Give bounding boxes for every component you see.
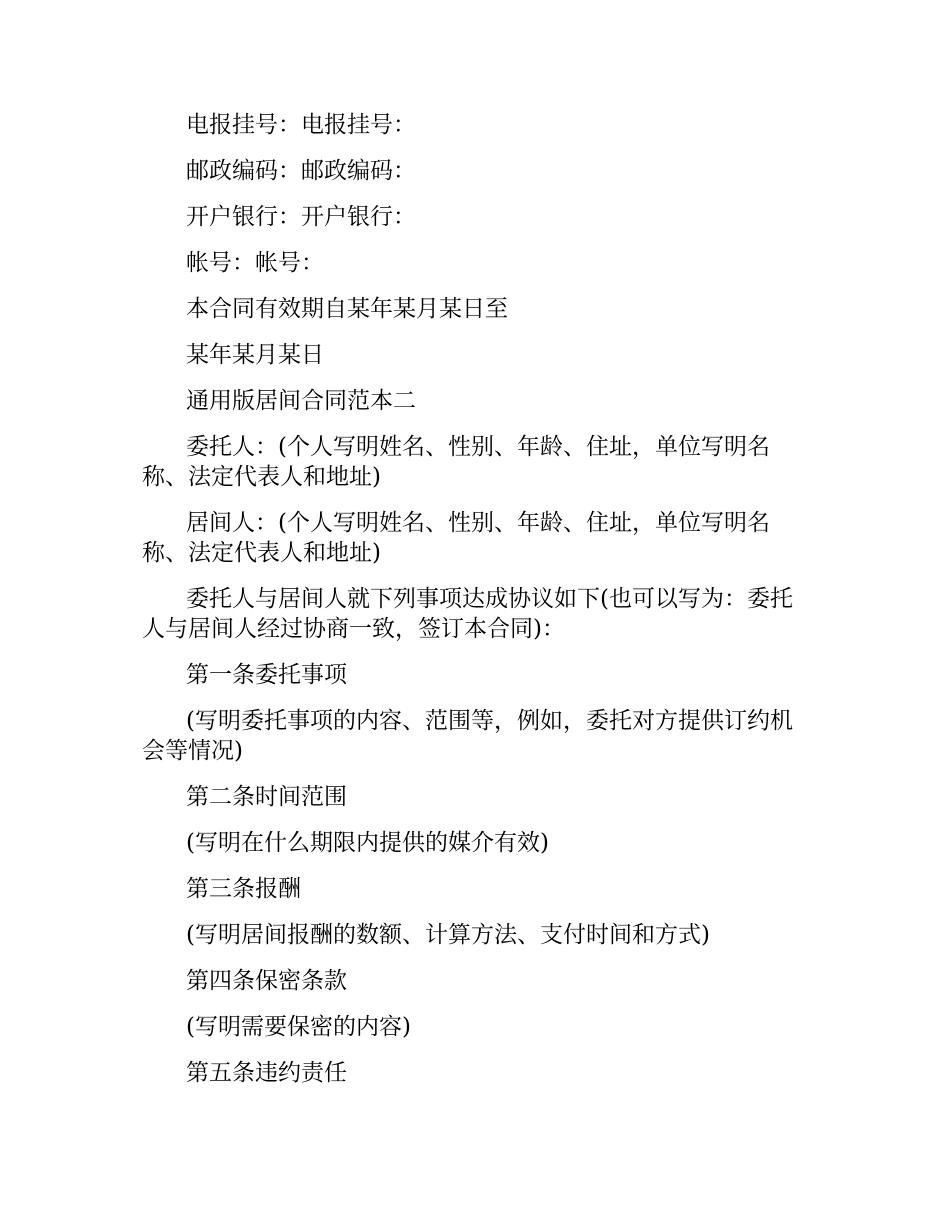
postcode-line: 邮政编码：邮政编码： [186,158,416,184]
article-4-text: (写明需要保密的内容) [186,1014,411,1040]
article-2-heading: 第二条时间范围 [186,784,347,810]
article-2-text: (写明在什么期限内提供的媒介有效) [186,830,549,856]
telegraph-line: 电报挂号：电报挂号： [186,112,416,138]
article-3-heading: 第三条报酬 [186,876,301,902]
document-body [142,110,802,1104]
bank-line: 开户银行：开户银行： [186,204,416,230]
account-line: 帐号：帐号： [186,250,324,276]
agreement-paragraph: 委托人与居间人就下列事项达成协议如下(也可以写为：委托人与居间人经过协商一致，签订本合同)： [142,586,793,642]
section-title: 通用版居间合同范本二 [186,388,416,414]
article-1-text: (写明委托事项的内容、范围等，例如，委托对方提供订约机会等情况) [142,708,793,764]
broker-paragraph: 居间人：(个人写明姓名、性别、年龄、住址，单位写明名称、法定代表人和地址) [142,510,770,566]
article-5-heading: 第五条违约责任 [186,1060,347,1086]
article-3-text: (写明居间报酬的数额、计算方法、支付时间和方式) [186,922,710,948]
principal-paragraph: 委托人：(个人写明姓名、性别、年龄、住址，单位写明名称、法定代表人和地址) [142,434,770,490]
validity-line: 本合同有效期自某年某月某日至 [186,296,508,322]
validity-end-line: 某年某月某日 [186,342,324,368]
article-4-heading: 第四条保密条款 [186,968,347,994]
article-1-heading: 第一条委托事项 [186,662,347,688]
